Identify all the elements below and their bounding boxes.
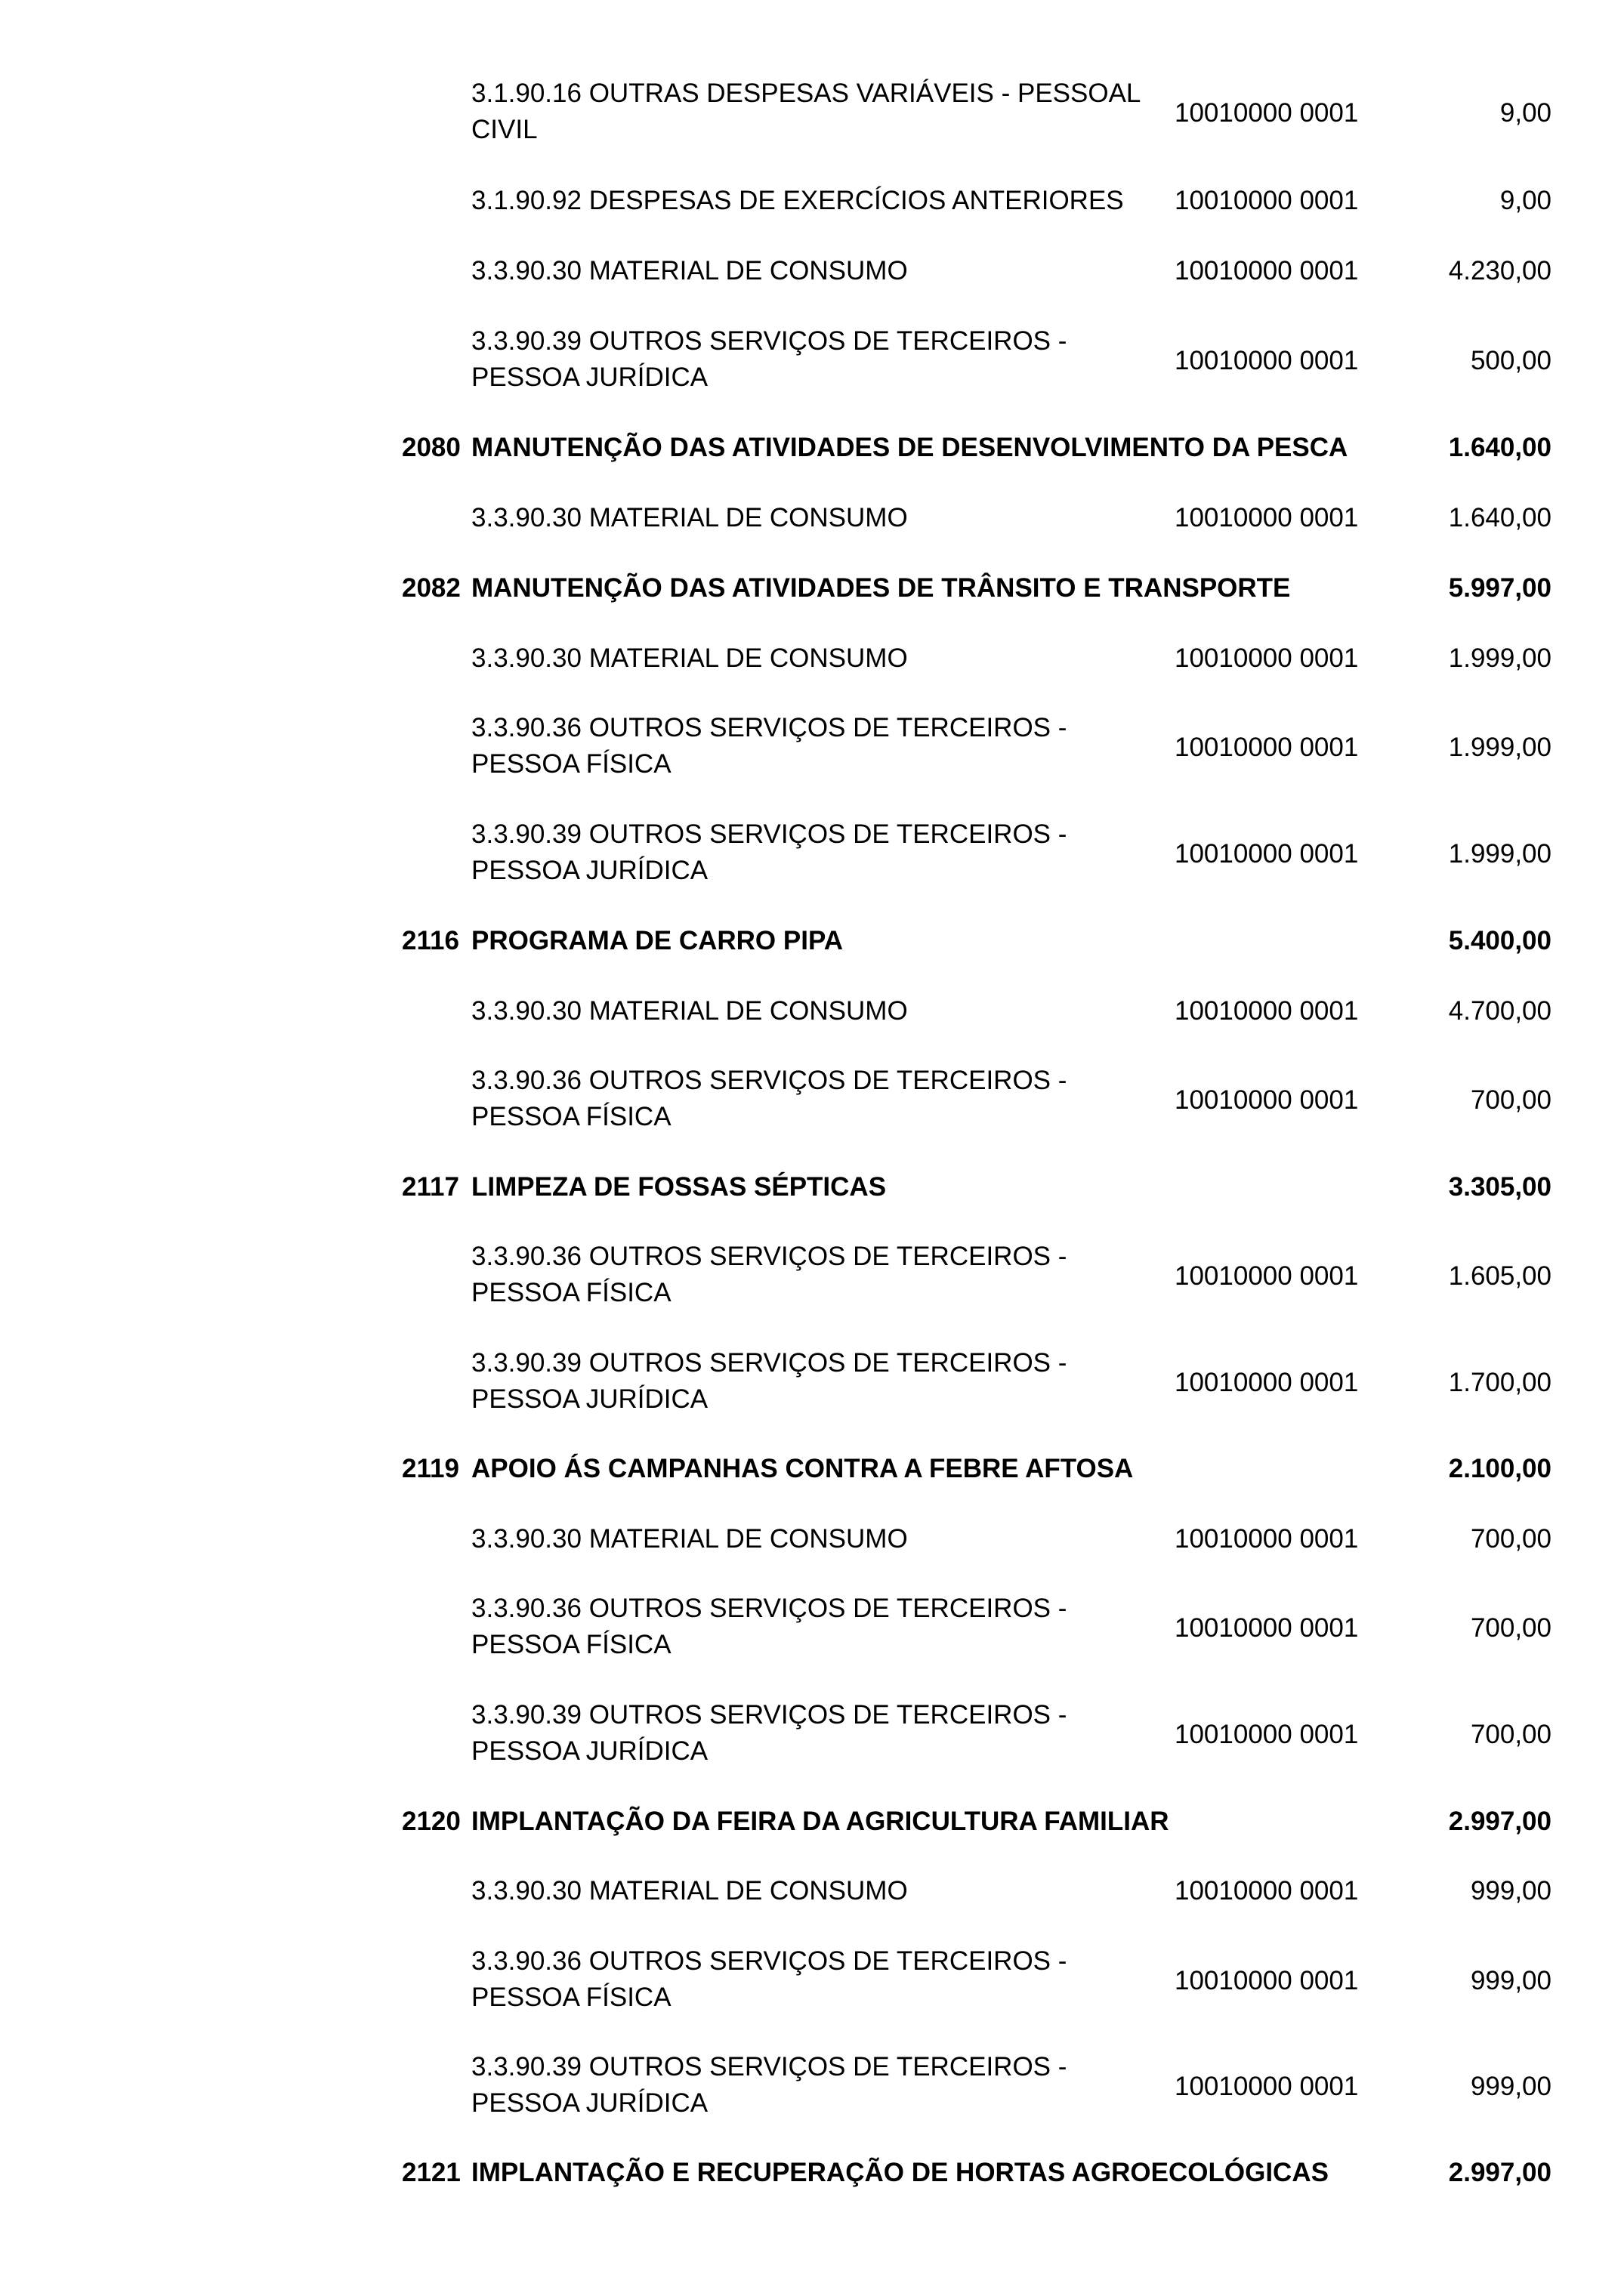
- expense-value: 4.230,00: [1448, 256, 1551, 285]
- action-title: IMPLANTAÇÃO DA FEIRA DA AGRICULTURA FAMILIAR: [471, 1807, 1169, 1836]
- expense-description: 3.3.90.30 MATERIAL DE CONSUMO: [471, 643, 908, 673]
- action-title: LIMPEZA DE FOSSAS SÉPTICAS: [471, 1172, 887, 1202]
- resource-code: 10010000 0001: [1175, 996, 1359, 1026]
- expense-value: 9,00: [1499, 186, 1551, 215]
- expense-description-line1: 3.3.90.36 OUTROS SERVIÇOS DE TERCEIROS -: [471, 713, 1067, 742]
- resource-code: 10010000 0001: [1175, 1966, 1359, 1995]
- expense-value: 700,00: [1470, 1613, 1551, 1643]
- expense-value: 999,00: [1470, 1876, 1551, 1906]
- action-number: 2121: [402, 2158, 461, 2187]
- expense-description: [471, 710, 1174, 782]
- resource-code: 10010000 0001: [1175, 733, 1359, 762]
- resource-code: 10010000 0001: [1175, 1524, 1359, 1554]
- expense-description-line2: PESSOA JURÍDICA: [471, 363, 709, 392]
- action-total: 5.997,00: [1448, 573, 1551, 603]
- resource-code: 10010000 0001: [1175, 1720, 1359, 1749]
- expense-description-line2: PESSOA JURÍDICA: [471, 2088, 709, 2118]
- expense-description-line1: 3.3.90.36 OUTROS SERVIÇOS DE TERCEIROS -: [471, 1242, 1067, 1271]
- action-number: 2116: [402, 926, 459, 955]
- action-total: 3.305,00: [1448, 1172, 1551, 1202]
- action-title: PROGRAMA DE CARRO PIPA: [471, 926, 843, 955]
- action-total: 2.997,00: [1448, 2158, 1551, 2187]
- resource-code: 10010000 0001: [1175, 2072, 1359, 2101]
- expense-value: 999,00: [1470, 1966, 1551, 1995]
- action-number: 2119: [402, 1454, 459, 1483]
- expense-description: [471, 323, 1174, 396]
- expense-description: 3.3.90.30 MATERIAL DE CONSUMO: [471, 256, 908, 285]
- resource-code: 10010000 0001: [1175, 98, 1359, 128]
- resource-code: 10010000 0001: [1175, 1613, 1359, 1643]
- expense-value: 1.999,00: [1448, 733, 1551, 762]
- expense-description-line2: PESSOA FÍSICA: [471, 749, 672, 779]
- resource-code: 10010000 0001: [1175, 839, 1359, 869]
- resource-code: 10010000 0001: [1175, 1368, 1359, 1397]
- expense-value: 4.700,00: [1448, 996, 1551, 1026]
- expense-description-line1: 3.3.90.39 OUTROS SERVIÇOS DE TERCEIROS -: [471, 2052, 1067, 2082]
- expense-value: 500,00: [1470, 346, 1551, 375]
- expense-description: 3.1.90.92 DESPESAS DE EXERCÍCIOS ANTERIORES: [471, 186, 1124, 215]
- expense-description-line2: CIVIL: [471, 115, 538, 144]
- expense-value: 1.999,00: [1448, 839, 1551, 869]
- expense-description-line2: PESSOA FÍSICA: [471, 1278, 672, 1307]
- expense-description: [471, 1239, 1174, 1311]
- expense-description: 3.3.90.30 MATERIAL DE CONSUMO: [471, 1524, 908, 1554]
- action-title: MANUTENÇÃO DAS ATIVIDADES DE DESENVOLVIMENTO DA PESCA: [471, 433, 1348, 462]
- action-total: 1.640,00: [1448, 433, 1551, 462]
- expense-description: 3.3.90.30 MATERIAL DE CONSUMO: [471, 996, 908, 1026]
- expense-value: 700,00: [1470, 1524, 1551, 1554]
- expense-value: 700,00: [1470, 1085, 1551, 1115]
- action-title: MANUTENÇÃO DAS ATIVIDADES DE TRÂNSITO E TRANSPORTE: [471, 573, 1291, 603]
- expense-value: 700,00: [1470, 1720, 1551, 1749]
- expense-description: [471, 1063, 1174, 1135]
- expense-description: 3.3.90.30 MATERIAL DE CONSUMO: [471, 1876, 908, 1906]
- expense-description: [471, 1345, 1174, 1418]
- expense-description-line2: PESSOA JURÍDICA: [471, 1384, 709, 1414]
- expense-description: [471, 2049, 1174, 2122]
- action-number: 2082: [402, 573, 461, 603]
- expense-description: [471, 76, 1174, 148]
- resource-code: 10010000 0001: [1175, 1085, 1359, 1115]
- expense-description-line1: 3.3.90.39 OUTROS SERVIÇOS DE TERCEIROS -: [471, 819, 1067, 849]
- expense-description-line1: 3.3.90.36 OUTROS SERVIÇOS DE TERCEIROS -: [471, 1594, 1067, 1623]
- action-total: 2.997,00: [1448, 1807, 1551, 1836]
- expense-description-line1: 3.1.90.16 OUTRAS DESPESAS VARIÁVEIS - PESSOAL: [471, 79, 1141, 108]
- action-title: IMPLANTAÇÃO E RECUPERAÇÃO DE HORTAS AGROECOLÓGICAS: [471, 2158, 1329, 2187]
- expense-description: [471, 1943, 1174, 2016]
- resource-code: 10010000 0001: [1175, 346, 1359, 375]
- expense-description-line1: 3.3.90.36 OUTROS SERVIÇOS DE TERCEIROS -: [471, 1066, 1067, 1095]
- resource-code: 10010000 0001: [1175, 643, 1359, 673]
- action-total: 2.100,00: [1448, 1454, 1551, 1483]
- expense-description-line1: 3.3.90.39 OUTROS SERVIÇOS DE TERCEIROS -: [471, 1348, 1067, 1378]
- resource-code: 10010000 0001: [1175, 1261, 1359, 1291]
- expense-value: 1.999,00: [1448, 643, 1551, 673]
- action-title: APOIO ÁS CAMPANHAS CONTRA A FEBRE AFTOSA: [471, 1454, 1134, 1483]
- expense-description-line2: PESSOA FÍSICA: [471, 1983, 672, 2012]
- action-number: 2120: [402, 1807, 461, 1836]
- expense-value: 9,00: [1499, 98, 1551, 128]
- expense-description: [471, 816, 1174, 889]
- expense-description-line1: 3.3.90.36 OUTROS SERVIÇOS DE TERCEIROS -: [471, 1946, 1067, 1976]
- action-number: 2080: [402, 433, 461, 462]
- resource-code: 10010000 0001: [1175, 186, 1359, 215]
- expense-description: 3.3.90.30 MATERIAL DE CONSUMO: [471, 503, 908, 532]
- expense-value: 999,00: [1470, 2072, 1551, 2101]
- expense-description: [471, 1697, 1174, 1770]
- resource-code: 10010000 0001: [1175, 503, 1359, 532]
- expense-description-line2: PESSOA JURÍDICA: [471, 856, 709, 885]
- expense-description-line2: PESSOA FÍSICA: [471, 1630, 672, 1659]
- resource-code: 10010000 0001: [1175, 256, 1359, 285]
- action-total: 5.400,00: [1448, 926, 1551, 955]
- expense-value: 1.700,00: [1448, 1368, 1551, 1397]
- action-number: 2117: [402, 1172, 459, 1202]
- expense-value: 1.640,00: [1448, 503, 1551, 532]
- expense-description-line2: PESSOA JURÍDICA: [471, 1736, 709, 1766]
- expense-description-line1: 3.3.90.39 OUTROS SERVIÇOS DE TERCEIROS -: [471, 326, 1067, 356]
- resource-code: 10010000 0001: [1175, 1876, 1359, 1906]
- expense-value: 1.605,00: [1448, 1261, 1551, 1291]
- expense-description: [471, 1591, 1174, 1663]
- expense-description-line2: PESSOA FÍSICA: [471, 1102, 672, 1131]
- expense-description-line1: 3.3.90.39 OUTROS SERVIÇOS DE TERCEIROS -: [471, 1700, 1067, 1730]
